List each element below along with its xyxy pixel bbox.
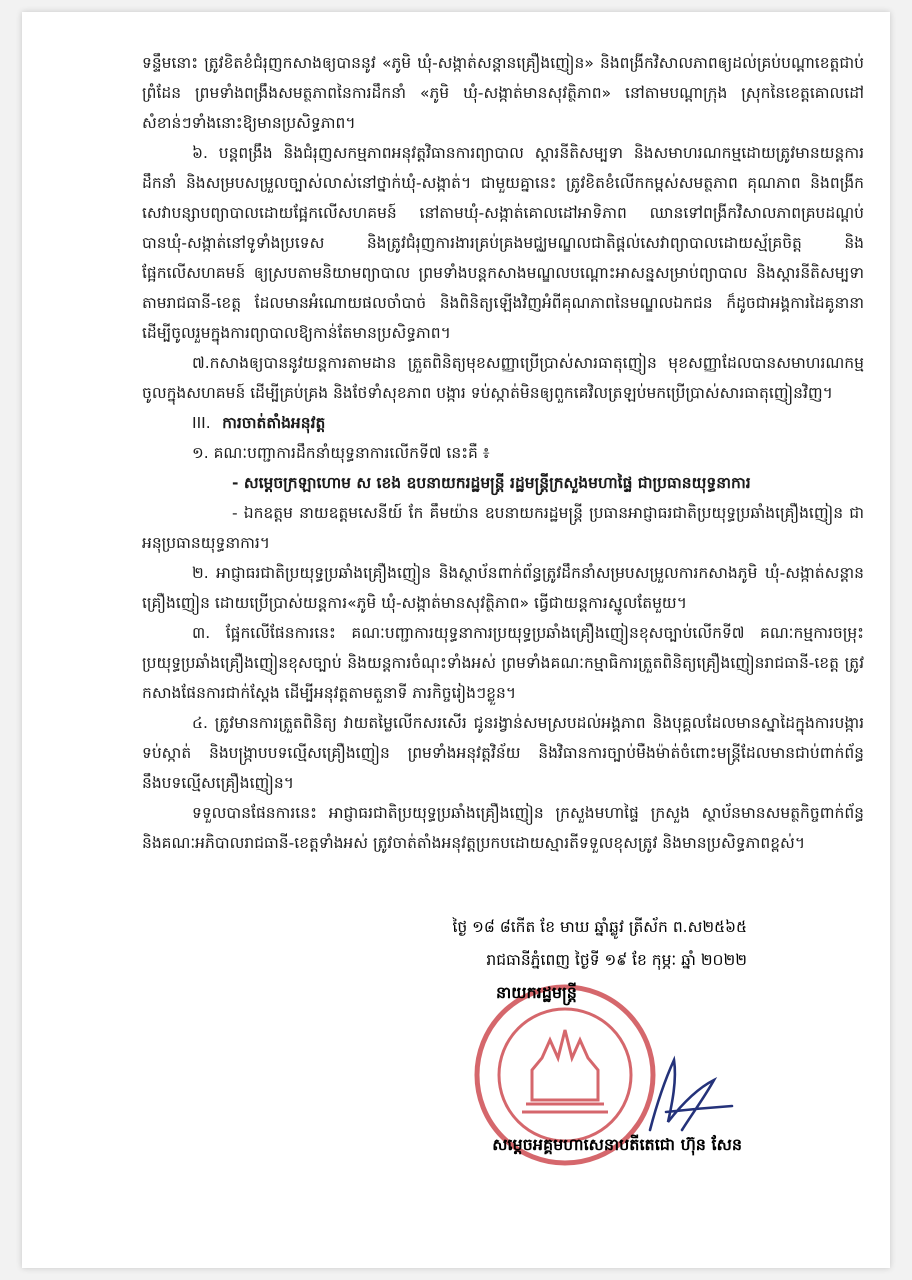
paragraph-item-6: ៦. បន្តពង្រឹង និងជំរុញសកម្មភាពអនុវត្តវិធានការព្យាបាល ស្តារនីតិសម្បទា និងសមាហរណកម្មដោយត្រូវមានយន្តការដឹកនាំ និងសម្របសម្រួលច្បាស់លាស់នៅថ្នាក់ឃុំ-សង្កាត់។ ជាមួយគ្នានេះ ត្រូវខិតខំលើកកម្ពស់សមត្ថភាព គុណភាព និងពង្រីកសេវាបន្សាបព្យាបាលដោយផ្អែកលើសហគមន៍ នៅតាមឃុំ-សង្កាត់គោលដៅអាទិភាព ឈានទៅពង្រីកវិសាលភាពគ្របដណ្ដប់បានឃុំ-សង្កាត់នៅទូទាំងប្រទេស និងត្រូវជំរុញការងារគ្រប់គ្រងមជ្ឈមណ្ឌលជាតិផ្តល់សេវាព្យាបាលដោយស្ម័គ្រចិត្ត និងផ្អែកលើសហគមន៍ ឲ្យស្របតាមនិយាមព្យាបាល ព្រមទាំងបន្តកសាងមណ្ឌលបណ្ដោះអាសន្នសម្រាប់ព្យាបាល និងស្តារនីតិសម្បទា តាមរាជធានី-ខេត្ត ដែលមានអំណោយផលចាំបាច់ និងពិនិត្យឡើងវិញអំពីគុណភាពនៃមណ្ឌលឯកជន ក៏ដូចជាអង្គការដៃគូនានា ដើម្បីចូលរួមក្នុងការព្យាបាលឱ្យកាន់តែមានប្រសិទ្ធភាព។ [142,144,864,342]
section-number: III. [192,414,211,432]
signature-icon [622,1052,742,1142]
item-3: ៣. ផ្អែកលើផែនការនេះ គណៈបញ្ជាការយុទ្ធនាការប្រយុទ្ធប្រឆាំងគ្រឿងញៀនខុសច្បាប់លើកទី៧ គណៈកម្មការចម្រុះប្រយុទ្ធប្រឆាំងគ្រឿងញៀនខុសច្បាប់ និងយន្តការចំណុះទាំងអស់ ព្រមទាំងគណៈកម្មាធិការត្រួតពិនិត្យគ្រឿងញៀនរាជធានី-ខេត្ត ត្រូវកសាងផែនការជាក់ស្តែង ដើម្បីអនុវត្តតាមតួនាទី ភារកិច្ចរៀងៗខ្លួន។ [142,624,864,702]
paragraph-intro: ទន្ទឹមនោះ ត្រូវខិតខំជំរុញកសាងឲ្យបាននូវ «ភូមិ ឃុំ-សង្កាត់សន្តានគ្រឿងញៀន» និងពង្រីកវិសាលភាពឲ្យដល់គ្រប់បណ្ដាខេត្តជាប់ព្រំដែន ព្រមទាំងពង្រឹងសមត្ថភាពនៃការដឹកនាំ «ភូមិ ឃុំ-សង្កាត់មានសុវត្ថិភាព» នៅតាមបណ្ដាក្រុង ស្រុកនៃខេត្តគោលដៅសំខាន់ៗទាំងនោះឱ្យមានប្រសិទ្ធភាព។ [142,54,864,132]
item-1-intro: ១. គណៈបញ្ជាការដឹកនាំយុទ្ធនាការលើកទី៧ នេះគឺ ៖ [192,444,490,462]
item-4: ៤. ត្រូវមានការត្រួតពិនិត្យ វាយតម្លៃលើកសរសើរ ជូនរង្វាន់សមស្របដល់អង្គភាព និងបុគ្គលដែលមានស្នាដៃក្នុងការបង្ការ ទប់ស្កាត់ និងបង្ក្រាបបទល្មើសគ្រឿងញៀន ព្រមទាំងអនុវត្តវិន័យ និងវិធានការច្បាប់មឺងម៉ាត់ចំពោះមន្ត្រីដែលមានជាប់ពាក់ព័ន្ធនឹងបទល្មើសគ្រឿងញៀន។ [142,714,864,792]
signer-title: នាយករដ្ឋមន្ត្រី [496,983,577,1002]
item-1-vice-chair: - ឯកឧត្តម នាយឧត្តមសេនីយ៍ កែ គឹមយ៉ាន ឧបនាយករដ្ឋមន្ត្រី ប្រធានអាជ្ញាធរជាតិប្រយុទ្ធប្រឆាំងគ្រឿងញៀន ជាអនុប្រធានយុទ្ធនាការ។ [142,504,864,552]
paragraph-item-7: ៧.កសាងឲ្យបាននូវយន្តការតាមដាន ត្រួតពិនិត្យមុខសញ្ញាប្រើប្រាស់សារធាតុញៀន មុខសញ្ញាដែលបានសមាហរណកម្មចូលក្នុងសហគមន៍ ដើម្បីគ្រប់គ្រង និងថែទាំសុខភាព បង្ការ ទប់ស្កាត់មិនឲ្យពួកគេវិលត្រឡប់មកប្រើប្រាស់សារធាតុញៀនវិញ។ [142,354,864,402]
document-body [142,48,864,858]
item-1-chair: - សម្ដេចក្រឡាហោម ស ខេង ឧបនាយករដ្ឋមន្ត្រី រដ្ឋមន្ត្រីក្រសួងមហាផ្ទៃ ជាប្រធានយុទ្ធនាការ [232,474,751,492]
closing-paragraph: ទទួលបានផែនការនេះ អាជ្ញាធរជាតិប្រយុទ្ធប្រឆាំងគ្រឿងញៀន ក្រសួងមហាផ្ទៃ ក្រសួង ស្ថាប័នមានសមត្ថកិច្ចពាក់ព័ន្ធ និងគណៈអភិបាលរាជធានី-ខេត្តទាំងអស់ ត្រូវចាត់តាំងអនុវត្តប្រកបដោយស្មារតីទទួលខុសត្រូវ និងមានប្រសិទ្ធភាពខ្ពស់។ [142,804,864,852]
item-2: ២. អាជ្ញាធរជាតិប្រយុទ្ធប្រឆាំងគ្រឿងញៀន និងស្ថាប័នពាក់ព័ន្ធត្រូវដឹកនាំសម្របសម្រួលការកសាងភូមិ ឃុំ-សង្កាត់សន្តានគ្រឿងញៀន ដោយប្រើប្រាស់យន្តការ«ភូមិ ឃុំ-សង្កាត់មានសុវត្ថិភាព» ធ្វើជាយន្តការស្នូលតែមួយ។ [142,564,864,612]
lunar-date: ថ្ងៃ ១៨ ៨កើត ខែ មាឃ ឆ្នាំឆ្លូវ ត្រីស័ក ព.ស២៥៦៥ [452,918,747,936]
solar-date: រាជធានីភ្នំពេញ ថ្ងៃទី ១៩ ខែ កុម្ភៈ ឆ្នាំ ២០២២ [486,951,747,969]
section-heading [142,408,864,438]
section-title: ការចាត់តាំងអនុវត្ត [222,414,326,432]
signer-name: សម្ដេចអគ្គមហាសេនាបតីតេជោ ហ៊ុន សែន [492,1135,742,1154]
document-page [22,12,890,1268]
